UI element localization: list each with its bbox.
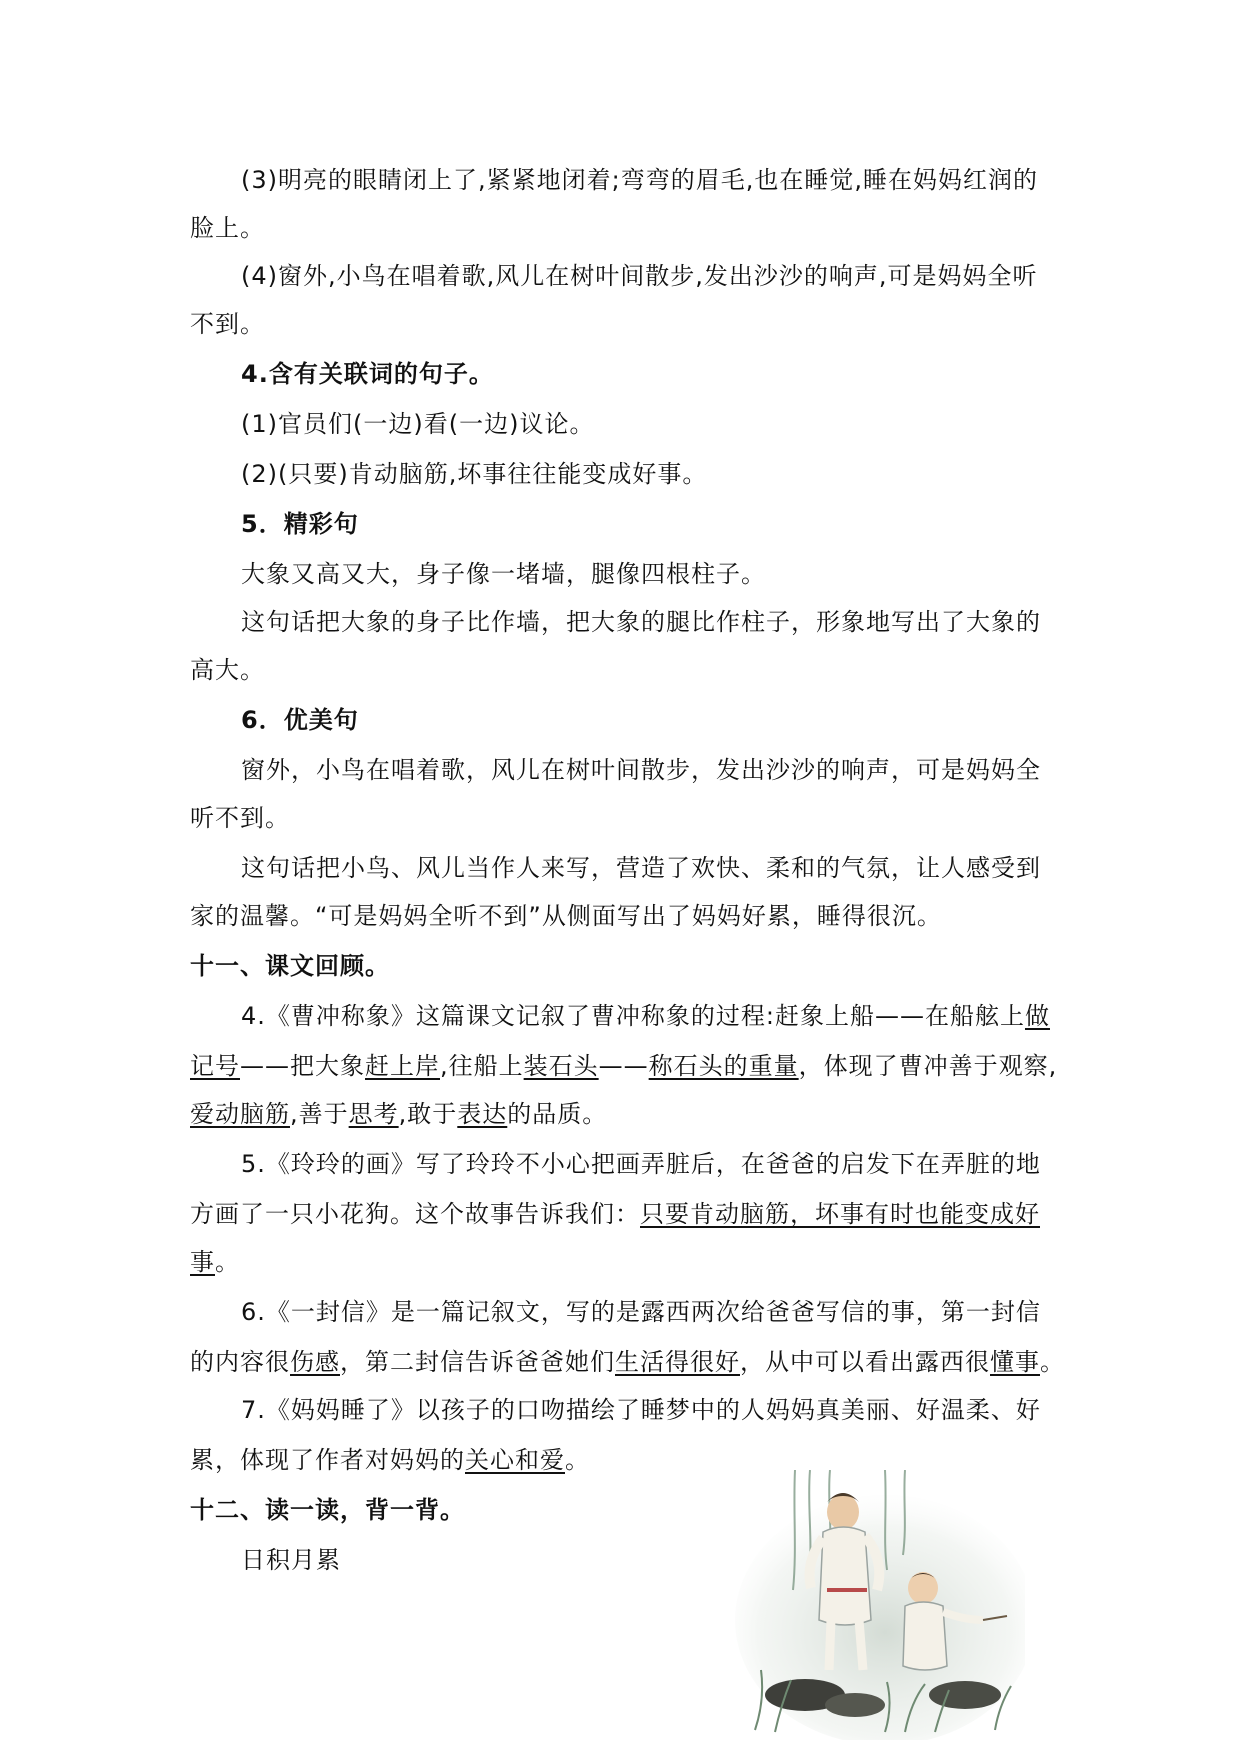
review-q4-text: ,敢于 [398,1100,458,1128]
review-q4-text: ,往船上 [440,1052,524,1080]
review-q6-text: ，第二封信告诉爸爸她们 [340,1348,615,1376]
review-q6-text: 。 [1040,1348,1065,1376]
sentence-4-line-2: 不到。 [190,310,265,338]
sentence-3-line-2: 脸上。 [190,214,265,242]
wonderful-heading: 5．精彩句 [241,510,359,538]
beautiful-heading: 6．优美句 [241,706,359,734]
review-q5-text: 方画了一只小花狗。这个故事告诉我们： [190,1200,640,1228]
wonderful-explain-line-2: 高大。 [190,656,265,684]
conjunction-heading: 4.含有关联词的句子。 [241,360,494,388]
review-q4-line-1 [241,998,1070,1034]
sentence-3-line-1: (3)明亮的眼睛闭上了,紧紧地闭着;弯弯的眉毛,也在睡觉,睡在妈妈红润的 [241,166,1038,194]
review-q6-line-2 [190,1344,1070,1380]
wonderful-sentence: 大象又高又大，身子像一堵墙，腿像四根柱子。 [241,560,766,588]
review-q4-answer: 爱动脑筋 [190,1100,290,1128]
review-q4-line-3 [190,1096,1070,1132]
review-heading: 十一、课文回顾。 [190,952,390,980]
beautiful-explain-line-2: 家的温馨。“可是妈妈全听不到”从侧面写出了妈妈好累，睡得很沉。 [190,902,942,930]
review-q6-answer: 伤感 [290,1348,340,1376]
review-q6-answer: 生活得很好 [615,1348,740,1376]
review-q4-text: 的品质。 [507,1100,608,1128]
review-q4-answer: 做 [1024,1002,1050,1030]
review-q6-answer: 懂事 [990,1348,1040,1376]
review-q4-text: ,善于 [290,1100,349,1128]
reading-subheading: 日积月累 [241,1546,341,1574]
review-q4-text: —— [598,1052,649,1080]
review-q5-text: 。 [215,1248,240,1276]
review-q5-line-1: 5.《玲玲的画》写了玲玲不小心把画弄脏后，在爸爸的启发下在弄脏的地 [241,1150,1041,1178]
conjunction-item-2: (2)(只要)肯动脑筋,坏事往往能变成好事。 [241,460,708,488]
review-q4-answer: 装石头 [523,1052,599,1080]
review-q7-text: 累，体现了作者对妈妈的 [190,1446,465,1474]
wonderful-explain-line-1: 这句话把大象的身子比作墙，把大象的腿比作柱子，形象地写出了大象的 [241,608,1041,636]
review-q6-line-1: 6.《一封信》是一篇记叙文，写的是露西两次给爸爸写信的事，第一封信 [241,1298,1041,1326]
review-q4-text: ——把大象 [240,1052,365,1080]
review-q4-answer: 表达 [457,1100,508,1128]
review-q4-answer: 记号 [190,1052,240,1080]
review-q4-answer: 思考 [348,1100,399,1128]
beautiful-explain-line-1: 这句话把小鸟、风儿当作人来写，营造了欢快、柔和的气氛，让人感受到 [241,854,1041,882]
review-q5-answer: 事 [190,1248,215,1276]
review-q4-text: ，体现了曹冲善于观察, [798,1052,1058,1080]
reading-heading: 十二、读一读，背一背。 [190,1496,465,1524]
review-q7-line-1: 7.《妈妈睡了》以孩子的口吻描绘了睡梦中的人妈妈真美丽、好温柔、好 [241,1396,1041,1424]
review-q5-line-3 [190,1244,1070,1280]
review-q4-answer: 赶上岸 [365,1052,440,1080]
review-q4-answer: 称石头的重量 [648,1052,799,1080]
review-q5-line-2 [190,1196,1070,1232]
conjunction-item-1: (1)官员们(一边)看(一边)议论。 [241,410,595,438]
review-q6-text: ，从中可以看出露西很 [740,1348,990,1376]
review-q5-answer: 只要肯动脑筋，坏事有时也能变成好 [640,1200,1040,1228]
beautiful-sentence-line-2: 听不到。 [190,804,290,832]
children-illustration [735,1470,1025,1740]
review-q7-answer: 关心和爱 [465,1446,565,1474]
sentence-4-line-1: (4)窗外,小鸟在唱着歌,风儿在树叶间散步,发出沙沙的响声,可是妈妈全听 [241,262,1038,290]
beautiful-sentence-line-1: 窗外，小鸟在唱着歌，风儿在树叶间散步，发出沙沙的响声，可是妈妈全 [241,756,1041,784]
review-q7-text: 。 [565,1446,590,1474]
review-q6-text: 的内容很 [190,1348,290,1376]
review-q4-text: 4.《曹冲称象》这篇课文记叙了曹冲称象的过程:赶象上船——在船舷上 [241,1002,1025,1030]
review-q4-line-2 [190,1048,1070,1084]
